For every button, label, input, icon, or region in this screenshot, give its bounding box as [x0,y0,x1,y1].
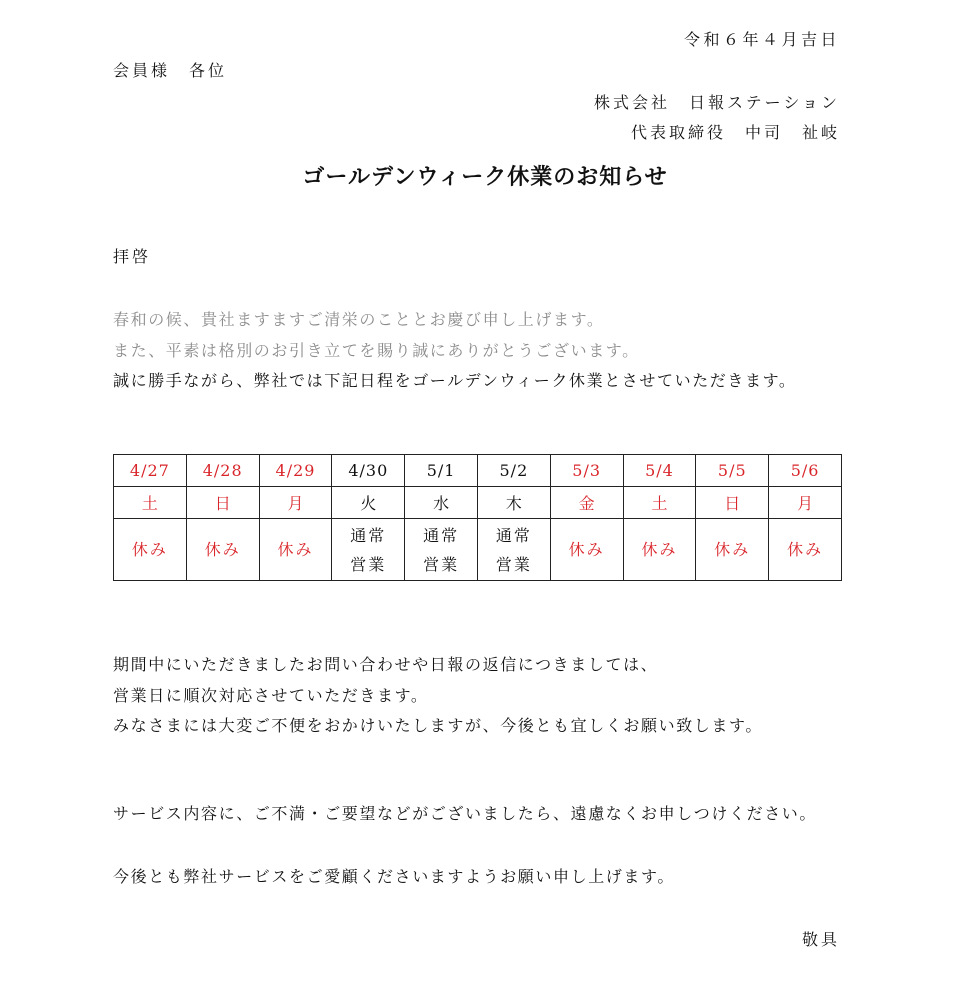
intro-paragraph [113,305,797,397]
schedule-weekday-cell: 日 [696,487,769,519]
schedule-date-cell: 4/28 [186,455,259,487]
response-line: 期間中にいただきましたお問い合わせや日報の返信につきましては、 [113,655,659,674]
schedule-weekday-cell: 土 [623,487,696,519]
schedule-status-cell [477,519,550,581]
schedule-status-line: 営業 [423,554,460,574]
company-name: 株式会社 日報ステーション [593,93,840,112]
schedule-weekday-cell: 水 [405,487,478,519]
schedule-date-cell: 5/1 [405,455,478,487]
schedule-date-row [114,455,842,487]
schedule-date-cell: 4/30 [332,455,405,487]
notice-title: ゴールデンウィーク休業のお知らせ [302,165,668,190]
schedule-weekday-cell: 日 [186,487,259,519]
schedule-date-cell: 4/27 [114,455,187,487]
intro-line: 春和の候、貴社ますますご清栄のこととお慶び申し上げます。 [113,310,605,329]
schedule-weekday-cell: 月 [259,487,332,519]
schedule-date-cell: 5/4 [623,455,696,487]
schedule-date-cell: 5/5 [696,455,769,487]
schedule-status-line: 通常 [423,525,460,545]
schedule-status-cell [186,519,259,581]
schedule-weekday-cell: 火 [332,487,405,519]
schedule-date-cell: 5/2 [477,455,550,487]
schedule-status-cell [696,519,769,581]
representative-name: 代表取締役 中司 祉岐 [630,123,840,142]
schedule-status-line: 通常 [495,525,532,545]
schedule-date-cell: 5/3 [550,455,623,487]
schedule-weekday-cell: 月 [769,487,842,519]
schedule-weekday-cell: 金 [550,487,623,519]
schedule-weekday-row [114,487,842,519]
schedule-status-cell [769,519,842,581]
schedule-status-line: 休み [641,540,678,559]
schedule-status-line: 営業 [350,554,387,574]
schedule-weekday-cell: 土 [114,487,187,519]
schedule-status-cell [623,519,696,581]
feedback-line: サービス内容に、ご不満・ご要望などがございましたら、遠慮なくお申しつけください。 [113,804,818,823]
intro-line: また、平素は格別のお引き立てを賜り誠にありがとうございます。 [113,340,640,360]
schedule-date-cell: 4/29 [259,455,332,487]
schedule-status-line: 休み [277,540,314,559]
schedule-status-line: 休み [204,540,241,559]
intro-line: 誠に勝手ながら、弊社では下記日程をゴールデンウィーク休業とさせていただきます。 [113,371,797,390]
schedule-status-cell [114,519,187,581]
closing-salutation: 敬具 [801,930,840,949]
schedule-status-line: 休み [131,540,168,559]
holiday-schedule-table [113,454,842,581]
response-line: 営業日に順次対応させていただきます。 [113,685,429,705]
schedule-weekday-cell: 木 [477,487,550,519]
opening-salutation: 拝啓 [113,247,152,266]
letter-date: 令和６年４月吉日 [683,30,840,49]
schedule-status-cell [259,519,332,581]
response-line: みなさまには大変ご不便をおかけいたしますが、今後とも宜しくお願い致します。 [113,716,763,735]
schedule-status-cell [550,519,623,581]
addressee: 会員様 各位 [113,61,228,80]
request-line: 今後とも弊社サービスをご愛顧くださいますようお願い申し上げます。 [113,867,675,886]
response-paragraph [113,650,763,742]
schedule-status-cell [332,519,405,581]
schedule-date-cell: 5/6 [769,455,842,487]
schedule-status-line: 休み [787,540,824,559]
schedule-status-row [114,519,842,581]
schedule-status-line: 通常 [350,525,387,545]
schedule-status-line: 営業 [495,554,532,574]
schedule-status-line: 休み [714,540,751,559]
schedule-status-line: 休み [568,540,605,559]
schedule-status-cell [405,519,478,581]
